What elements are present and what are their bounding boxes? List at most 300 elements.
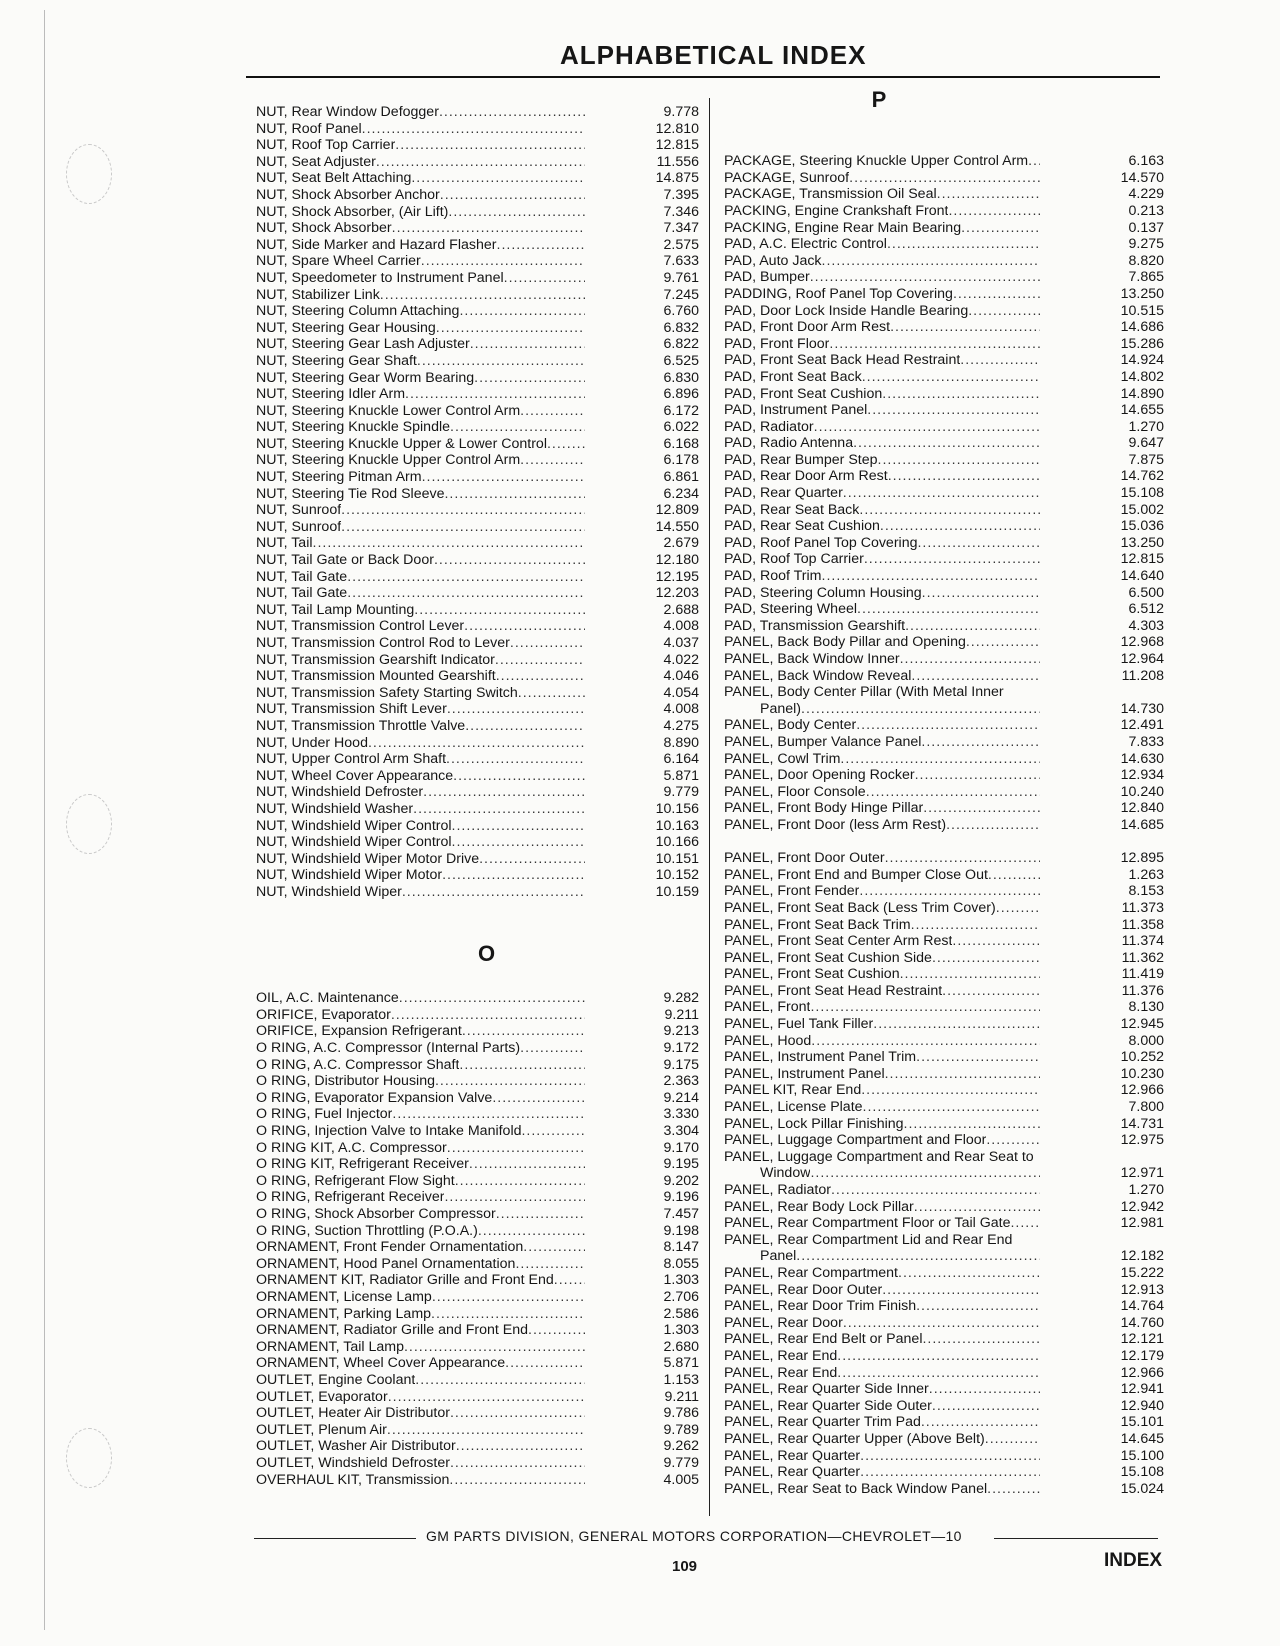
footer-text: GM PARTS DIVISION, GENERAL MOTORS CORPORATION—CHEVROLET—10: [426, 1528, 962, 1544]
entry-label: PAD, Front Door Arm Rest: [724, 319, 891, 336]
index-entry: [256, 1389, 699, 1406]
index-entry: [724, 767, 1164, 784]
index-entry: [256, 851, 699, 868]
dot-leader: [464, 618, 585, 635]
dot-leader: [459, 1057, 585, 1074]
entry-label: PANEL, Rear Door: [724, 1314, 843, 1331]
dot-leader: [496, 668, 585, 685]
index-entry: [256, 204, 699, 221]
index-entry: [724, 253, 1164, 270]
entry-reference-number: 9.195: [663, 1156, 699, 1173]
entry-label: NUT, Steering Pitman Arm: [256, 469, 422, 486]
index-entry: [724, 1215, 1164, 1232]
dot-leader: [810, 999, 1040, 1016]
entry-reference-number: 11.373: [1121, 899, 1164, 916]
entry-reference-number: 15.222: [1120, 1264, 1164, 1281]
entry-reference-number: 12.934: [1120, 767, 1164, 784]
entry-reference-number: 2.363: [663, 1073, 699, 1090]
entry-reference-number: 7.245: [663, 286, 699, 303]
index-entry: [724, 717, 1164, 734]
entry-reference-number: 10.151: [655, 850, 699, 867]
dot-leader: [900, 651, 1040, 668]
dot-leader: [860, 1448, 1040, 1465]
entry-label: PACKAGE, Steering Knuckle Upper Control Arm: [724, 153, 1029, 170]
dot-leader: [474, 370, 585, 387]
index-entry: [724, 386, 1164, 403]
dot-leader: [916, 1298, 1040, 1315]
index-entry: [724, 950, 1164, 967]
entry-reference-number: 4.037: [663, 635, 699, 651]
entry-label: ORNAMENT, Hood Panel Ornamentation: [256, 1255, 516, 1272]
dot-leader: [515, 1256, 585, 1273]
entry-reference-number: 4.046: [663, 668, 699, 685]
entry-label: PANEL, Instrument Panel Trim: [724, 1049, 917, 1066]
dot-leader: [392, 1106, 585, 1123]
dot-leader: [442, 867, 585, 884]
entry-reference-number: 4.005: [663, 1471, 699, 1488]
index-entry: [724, 668, 1164, 685]
entry-label: O RING, Fuel Injector: [256, 1106, 393, 1123]
dot-leader: [528, 1322, 585, 1339]
dot-leader: [395, 137, 585, 154]
index-entry: [256, 436, 699, 453]
index-entry: [256, 1306, 699, 1323]
dot-leader: [885, 850, 1040, 867]
index-entry: [724, 153, 1164, 170]
entry-reference-number: 15.286: [1120, 335, 1164, 352]
entry-reference-number: 9.211: [664, 1388, 699, 1405]
entry-reference-number: 11.362: [1121, 949, 1164, 966]
index-entry: [724, 817, 1164, 834]
index-entry: [724, 402, 1164, 419]
binding-edge-mark: [44, 10, 45, 1630]
entry-label: PANEL, Rear Quarter Side Outer: [724, 1397, 932, 1414]
dot-leader: [547, 436, 585, 453]
entry-reference-number: 9.172: [663, 1040, 699, 1057]
entry-reference-number: 2.688: [663, 601, 699, 618]
dot-leader: [878, 452, 1041, 469]
index-entry: [256, 170, 699, 187]
entry-reference-number: 14.875: [655, 170, 699, 187]
index-entry: [256, 618, 699, 635]
dot-leader: [510, 635, 585, 652]
index-entry: [724, 701, 1164, 718]
dot-leader: [362, 121, 585, 138]
index-entry: [724, 236, 1164, 253]
entry-label: O RING KIT, Refrigerant Receiver: [256, 1156, 469, 1173]
entry-label: PANEL, Fuel Tank Filler: [724, 1016, 874, 1033]
dot-leader: [862, 369, 1040, 386]
entry-reference-number: 10.163: [655, 817, 699, 834]
index-entry: [256, 1140, 699, 1157]
entry-label: PANEL, Back Body Pillar and Opening: [724, 634, 966, 651]
dot-leader: [917, 535, 1040, 552]
entry-label: NUT, Transmission Control Rod to Lever: [256, 635, 510, 651]
dot-leader: [456, 1438, 585, 1455]
dot-leader: [831, 1182, 1040, 1199]
index-entry: [256, 652, 699, 669]
entry-label: NUT, Shock Absorber Anchor: [256, 186, 440, 203]
dot-leader: [829, 336, 1040, 353]
entry-label: NUT, Under Hood: [256, 734, 368, 751]
entry-label: NUT, Steering Column Attaching: [256, 303, 460, 320]
dot-leader: [853, 435, 1040, 452]
entry-reference-number: 9.275: [1128, 236, 1164, 253]
index-entry: [256, 535, 699, 552]
entry-reference-number: 12.913: [1120, 1281, 1164, 1298]
dot-leader: [520, 452, 585, 469]
entry-label: PANEL, Rear Quarter: [724, 1447, 861, 1464]
entry-reference-number: 6.163: [1128, 153, 1164, 170]
entry-label: NUT, Steering Knuckle Upper Control Arm: [256, 452, 521, 469]
entry-label: NUT, Windshield Washer: [256, 800, 414, 817]
dot-leader: [495, 652, 585, 669]
index-entry: [256, 1057, 699, 1074]
entry-label: PANEL, Hood: [724, 1032, 812, 1049]
index-entry: [256, 1372, 699, 1389]
dot-leader: [922, 585, 1040, 602]
dot-leader: [932, 1398, 1040, 1415]
index-entry: [724, 1033, 1164, 1050]
entry-reference-number: 4.275: [663, 717, 699, 734]
entry-reference-number: 14.764: [1120, 1298, 1164, 1315]
dot-leader: [960, 352, 1040, 369]
index-entry: [256, 1472, 699, 1489]
entry-reference-number: 6.830: [663, 369, 699, 386]
entry-reference-number: 7.346: [663, 203, 699, 220]
entry-reference-number: 9.282: [663, 990, 699, 1007]
entry-reference-number: 11.358: [1121, 916, 1164, 933]
entry-reference-number: 9.779: [663, 1454, 699, 1471]
index-entry: [256, 403, 699, 420]
dot-leader: [479, 851, 585, 868]
entry-reference-number: 1.303: [663, 1272, 699, 1289]
dot-leader: [914, 1199, 1040, 1216]
entry-label: PAD, A.C. Electric Control: [724, 236, 887, 253]
entry-label: O RING, Shock Absorber Compressor: [256, 1206, 496, 1222]
entry-label: NUT, Shock Absorber, (Air Lift): [256, 203, 449, 220]
index-entry: [256, 569, 699, 586]
right-column: [724, 80, 1164, 1497]
entry-reference-number: 3.330: [663, 1106, 699, 1123]
dot-leader: [911, 668, 1040, 685]
entry-label: PANEL, Rear Door Trim Finish: [724, 1298, 917, 1315]
index-entry: [724, 435, 1164, 452]
dot-leader: [988, 867, 1040, 884]
dot-leader: [986, 1132, 1040, 1149]
entry-reference-number: 12.895: [1120, 850, 1164, 867]
entry-label: PAD, Roof Trim: [724, 568, 822, 585]
section-letter-p: P: [871, 87, 887, 112]
p-entries-top: [724, 153, 1164, 833]
index-entry: [724, 651, 1164, 668]
entry-label: PANEL, Front Fender: [724, 883, 860, 900]
dot-leader: [932, 950, 1040, 967]
entry-reference-number: 8.055: [663, 1255, 699, 1272]
entry-reference-number: 12.815: [1120, 551, 1164, 568]
punch-hole: [66, 794, 112, 854]
index-entry: [256, 1239, 699, 1256]
entry-reference-number: 4.303: [1128, 617, 1164, 634]
entry-label: PAD, Auto Jack: [724, 252, 822, 269]
dot-leader: [432, 1289, 585, 1306]
dot-leader: [368, 735, 585, 752]
index-entry: [256, 287, 699, 304]
dot-leader: [968, 303, 1040, 320]
entry-reference-number: 4.008: [663, 618, 699, 635]
dot-leader: [521, 1123, 585, 1140]
index-entry: [256, 1322, 699, 1339]
dot-leader: [985, 1431, 1040, 1448]
entry-label: NUT, Steering Idler Arm: [256, 386, 406, 403]
entry-label: PANEL, Rear Door Outer: [724, 1281, 883, 1298]
entry-reference-number: 6.178: [663, 452, 699, 469]
index-entry: [256, 187, 699, 204]
entry-label: PAD, Rear Seat Back: [724, 501, 860, 518]
index-entry: [724, 601, 1164, 618]
entry-reference-number: 9.789: [663, 1421, 699, 1438]
entry-label: ORIFICE, Expansion Refrigerant: [256, 1023, 462, 1040]
dot-leader: [447, 701, 585, 718]
entry-label: NUT, Windshield Defroster: [256, 784, 424, 801]
index-entry: [724, 1365, 1164, 1382]
entry-label: NUT, Spare Wheel Carrier: [256, 253, 421, 270]
dot-leader: [423, 784, 585, 801]
entry-reference-number: 9.779: [663, 784, 699, 801]
dot-leader: [447, 1140, 585, 1157]
dot-leader: [953, 286, 1040, 303]
index-entry: [724, 369, 1164, 386]
entry-label: PANEL, Rear Compartment Lid and Rear End: [724, 1231, 1013, 1248]
dot-leader: [402, 884, 585, 901]
entry-label: NUT, Seat Belt Attaching: [256, 170, 412, 187]
entry-reference-number: 8.890: [663, 734, 699, 751]
index-entry: [724, 1414, 1164, 1431]
index-entry: [724, 1448, 1164, 1465]
index-entry: [724, 634, 1164, 651]
dot-leader: [890, 319, 1040, 336]
entry-label: NUT, Transmission Safety Starting Switch: [256, 684, 518, 701]
entry-label: ORIFICE, Evaporator: [256, 1006, 391, 1023]
footer-rule-left: [254, 1538, 416, 1539]
entry-label: Panel: [760, 1248, 797, 1265]
index-entry: [256, 137, 699, 154]
entry-reference-number: 6.832: [663, 319, 699, 336]
entry-reference-number: 12.840: [1120, 800, 1164, 817]
index-entry: [256, 1156, 699, 1173]
index-entry: [724, 1331, 1164, 1348]
entry-reference-number: 8.147: [663, 1239, 699, 1256]
index-entry: [724, 186, 1164, 203]
entry-label: O RING KIT, A.C. Compressor: [256, 1139, 447, 1156]
entry-reference-number: 14.686: [1120, 319, 1164, 336]
dot-leader: [380, 287, 585, 304]
entry-label: PAD, Bumper: [724, 269, 810, 286]
dot-leader: [942, 983, 1040, 1000]
index-entry: [256, 801, 699, 818]
index-entry: [256, 1438, 699, 1455]
entry-label: O RING, Injection Valve to Intake Manifold: [256, 1123, 522, 1140]
entry-reference-number: 7.865: [1128, 269, 1164, 286]
entry-reference-number: 10.515: [1120, 302, 1164, 319]
dot-leader: [921, 1414, 1040, 1431]
entry-reference-number: 6.172: [663, 402, 699, 419]
entry-label: PAD, Rear Door Arm Rest: [724, 468, 888, 485]
entry-label: PANEL, Rear End Belt or Panel: [724, 1331, 923, 1348]
entry-reference-number: 11.376: [1121, 982, 1164, 999]
entry-reference-number: 2.575: [663, 236, 699, 253]
entry-reference-number: 4.008: [663, 701, 699, 718]
entry-reference-number: 13.250: [1120, 534, 1164, 551]
entry-reference-number: 12.966: [1120, 1364, 1164, 1381]
index-entry: [724, 1431, 1164, 1448]
entry-label: OVERHAUL KIT, Transmission: [256, 1471, 450, 1488]
dot-leader: [347, 569, 585, 586]
dot-leader: [413, 801, 585, 818]
dot-leader: [520, 403, 585, 420]
index-entry: [256, 519, 699, 536]
index-entry: [724, 900, 1164, 917]
index-entry: [724, 1398, 1164, 1415]
index-entry: [256, 1189, 699, 1206]
page-title: ALPHABETICAL INDEX: [560, 40, 867, 70]
entry-label: ORNAMENT, Radiator Grille and Front End: [256, 1322, 529, 1339]
dot-leader: [465, 718, 585, 735]
index-entry: [256, 552, 699, 569]
entry-label: NUT, Roof Top Carrier: [256, 137, 396, 154]
dot-leader: [341, 519, 585, 536]
index-entry: [256, 1090, 699, 1107]
index-entry: [724, 585, 1164, 602]
entry-reference-number: 14.731: [1120, 1115, 1164, 1132]
dot-leader: [849, 170, 1040, 187]
index-entry: [256, 718, 699, 735]
dot-leader: [478, 1223, 585, 1240]
entry-reference-number: 10.252: [1120, 1049, 1164, 1066]
entry-label: PAD, Radio Antenna: [724, 435, 854, 452]
entry-reference-number: 6.234: [663, 485, 699, 502]
dot-leader: [452, 834, 585, 851]
index-entry: [256, 386, 699, 403]
entry-label: PAD, Rear Seat Cushion: [724, 518, 880, 535]
index-entry: [724, 999, 1164, 1016]
entry-label: NUT, Steering Gear Worm Bearing: [256, 369, 475, 386]
index-entry: [256, 1007, 699, 1024]
dot-leader: [887, 236, 1040, 253]
dot-leader: [905, 618, 1040, 635]
dot-leader: [411, 170, 585, 187]
entry-label: NUT, Transmission Throttle Valve: [256, 717, 466, 734]
dot-leader: [404, 1339, 585, 1356]
index-entry: [724, 1165, 1164, 1182]
dot-leader: [520, 1040, 585, 1057]
entry-reference-number: 12.179: [1120, 1347, 1164, 1364]
entry-label: PANEL, Front Seat Back (Less Trim Cover): [724, 899, 996, 916]
entry-reference-number: 15.002: [1120, 501, 1164, 518]
dot-leader: [387, 1422, 585, 1439]
index-entry: [724, 1298, 1164, 1315]
entry-label: PANEL, Luggage Compartment and Rear Seat to: [724, 1148, 1034, 1165]
entry-label: PAD, Radiator: [724, 418, 814, 435]
entry-reference-number: 15.036: [1120, 518, 1164, 535]
section-letter-o: O: [477, 940, 496, 966]
index-entry: [256, 735, 699, 752]
index-entry: [256, 502, 699, 519]
dot-leader: [822, 568, 1041, 585]
entry-label: PANEL, Rear Seat to Back Window Panel: [724, 1480, 988, 1497]
entry-label: PANEL, Front Seat Back Trim: [724, 916, 911, 933]
entry-reference-number: 4.054: [663, 684, 699, 701]
dot-leader: [448, 204, 585, 221]
index-entry: [256, 237, 699, 254]
entry-label: PAD, Rear Quarter: [724, 485, 843, 502]
entry-reference-number: 12.180: [655, 552, 699, 569]
index-entry: [724, 1199, 1164, 1216]
entry-reference-number: 7.395: [663, 186, 699, 203]
dot-leader: [414, 602, 585, 619]
dot-leader: [911, 917, 1040, 934]
entry-label: PANEL, Floor Console: [724, 783, 866, 800]
dot-leader: [904, 1116, 1040, 1133]
index-entry: [724, 551, 1164, 568]
dot-leader: [347, 585, 585, 602]
dot-leader: [885, 1066, 1040, 1083]
p-entries-bottom: [724, 850, 1164, 1497]
entry-label: O RING, A.C. Compressor (Internal Parts): [256, 1040, 521, 1057]
index-entry: [724, 286, 1164, 303]
entry-label: OUTLET, Plenum Air: [256, 1421, 387, 1438]
index-entry: [724, 1016, 1164, 1033]
dot-leader: [916, 1049, 1040, 1066]
dot-leader: [859, 883, 1040, 900]
index-entry: [724, 933, 1164, 950]
dot-leader: [450, 1405, 585, 1422]
index-entry: [724, 1049, 1164, 1066]
entry-reference-number: 9.198: [663, 1222, 699, 1239]
entry-reference-number: 1.153: [663, 1371, 699, 1388]
index-entry: [256, 784, 699, 801]
index-entry: [724, 966, 1164, 983]
dot-leader: [405, 386, 585, 403]
dot-leader: [843, 485, 1040, 502]
index-entry: [724, 170, 1164, 187]
entry-label: PANEL, Front Seat Cushion: [724, 966, 900, 983]
index-entry: [724, 518, 1164, 535]
dot-leader: [439, 104, 585, 121]
entry-label: ORNAMENT, Parking Lamp: [256, 1305, 432, 1322]
index-entry: [724, 1116, 1164, 1133]
index-entry: [256, 1123, 699, 1140]
entry-label: NUT, Tail: [256, 535, 313, 552]
entry-reference-number: 7.833: [1128, 733, 1164, 750]
dot-leader: [946, 817, 1040, 834]
index-entry: [256, 452, 699, 469]
entry-reference-number: 0.137: [1128, 219, 1164, 236]
dot-leader: [882, 386, 1040, 403]
index-entry: [256, 1272, 699, 1289]
entry-reference-number: 3.304: [663, 1123, 699, 1140]
entry-label: PANEL, Body Center Pillar (With Metal Inner: [724, 684, 1004, 701]
left-column: [256, 104, 699, 1488]
index-entry: [256, 751, 699, 768]
entry-reference-number: 1.263: [1128, 866, 1164, 883]
dot-leader: [388, 1389, 585, 1406]
entry-label: Panel): [760, 700, 802, 717]
page-number: 109: [672, 1558, 698, 1575]
index-entry: [724, 1099, 1164, 1116]
index-entry: [724, 618, 1164, 635]
dot-leader: [864, 551, 1040, 568]
